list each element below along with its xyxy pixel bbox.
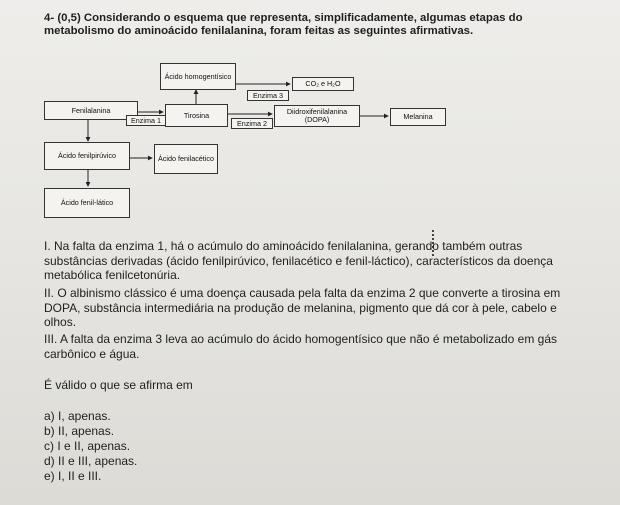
option-b[interactable]: b) II, apenas. (44, 424, 115, 438)
box-enzima-2: Enzima 2 (231, 118, 273, 129)
question-statement-line2: metabolismo do aminoácido fenilalanina, foram feitas as seguintes afirmativas. (44, 25, 474, 37)
question-value: (0,5) (57, 12, 81, 24)
question-header (44, 12, 604, 38)
box-acido-fenilpiruvico: Ácido fenilpirúvico (44, 142, 130, 170)
affirmative-I-line2: substâncias derivadas (ácido fenilpirúvico, fenilacético e fenil-láctico), característicos da doença (44, 253, 553, 268)
affirmative-II-line3: olhos. (44, 315, 77, 330)
box-melanina: Melanina (390, 108, 446, 126)
box-enzima-3: Enzima 3 (247, 90, 289, 101)
box-tirosina: Tirosina (165, 104, 228, 127)
option-d[interactable]: d) II e III, apenas. (44, 454, 138, 468)
option-c[interactable]: c) I e II, apenas. (44, 439, 131, 453)
option-a[interactable]: a) I, apenas. (44, 409, 111, 423)
affirmative-II-line2: DOPA, substância intermediária na produção de melanina, pigmento que dá cor à pele, cabelo e (44, 300, 557, 315)
question-statement-line1: Considerando o esquema que representa, simplificadamente, algumas etapas do (83, 12, 523, 24)
box-acido-fenil-latico: Ácido fenil-lático (44, 188, 130, 218)
affirmative-II-line1: II. O albinismo clássico é uma doença causada pela falta da enzima 2 que converte a tirosina em (44, 286, 561, 300)
box-fenilalanina: Fenilalanina (44, 101, 138, 120)
box-dopa: Diidroxifenilalanina (DOPA) (274, 105, 360, 127)
question-number: 4- (44, 12, 55, 24)
box-acido-fenilacetico: Ácido fenilacético (154, 144, 218, 174)
affirmative-II (44, 286, 614, 330)
affirmative-III-line2: carbônico e água. (44, 346, 140, 361)
box-co2-agua: CO₂ e H₂O (292, 77, 354, 91)
box-acido-homogentisico: Ácido homogentísico (160, 63, 236, 90)
affirmative-III-line1: III. A falta da enzima 3 leva ao acúmulo do ácido homogentísico que não é metabolizado em gás (44, 332, 557, 346)
box-enzima-1: Enzima 1 (126, 115, 166, 126)
affirmative-I-line1: I. Na falta da enzima 1, há o acúmulo do aminoácido fenilalanina, gerando também outras (44, 239, 523, 253)
affirmative-III (44, 332, 614, 361)
affirmative-I-line3: metabólica fenilcetonúria. (44, 268, 181, 283)
option-e[interactable]: e) I, II e III. (44, 469, 102, 483)
affirmative-I (44, 239, 614, 283)
question-prompt: É válido o que se afirma em (44, 378, 193, 392)
